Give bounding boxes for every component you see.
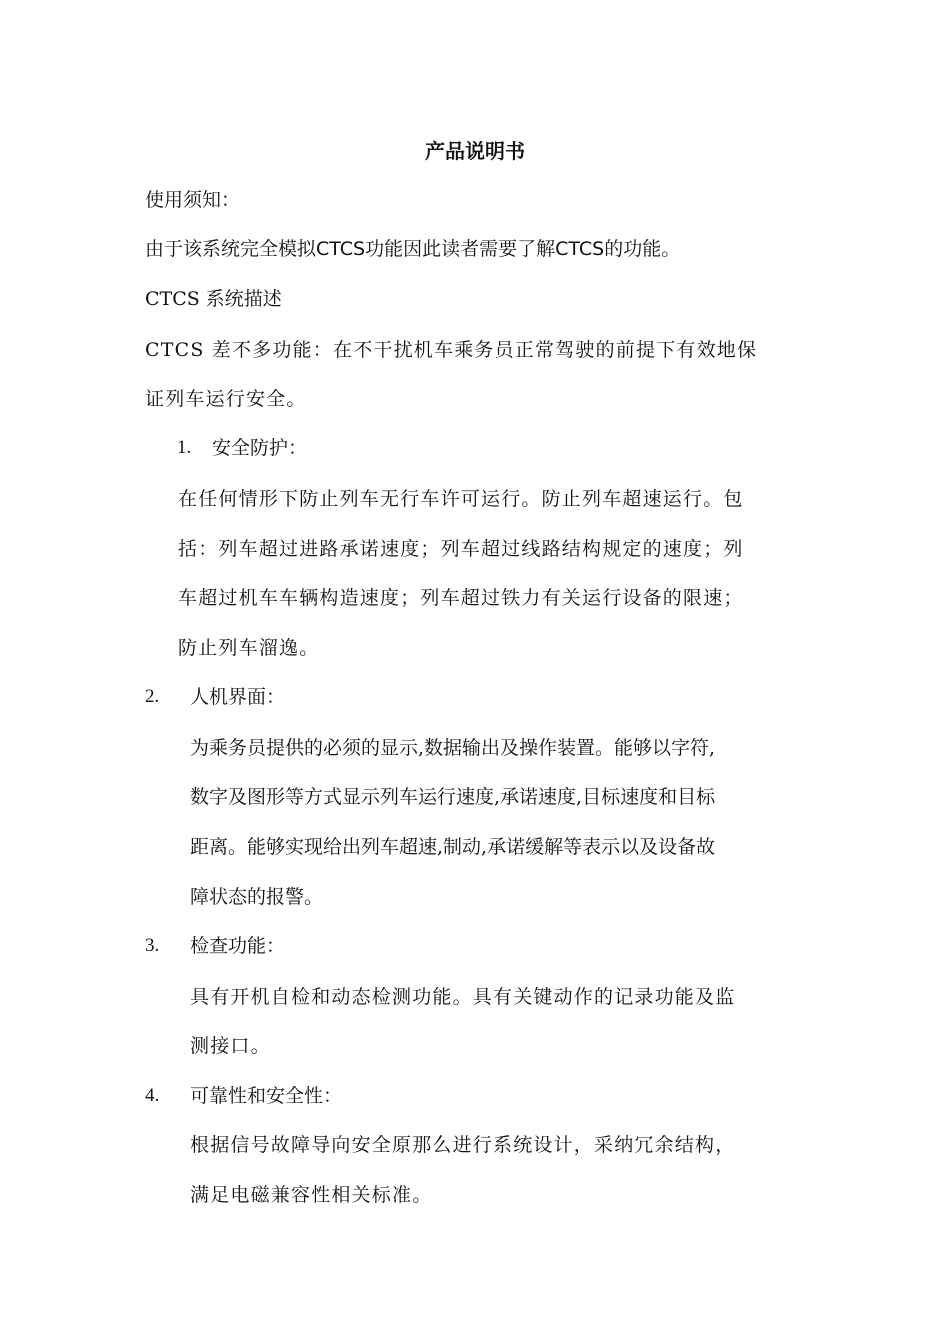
section-number: 2. [145, 686, 160, 707]
section-body-line: 测接口。 [190, 1035, 271, 1057]
section-body-line: 数字及图形等方式显示列车运行速度,承诺速度,目标速度和目标 [190, 786, 716, 808]
section-heading: 人机界面： [190, 686, 286, 708]
section-number: 3. [145, 935, 160, 956]
section-body-line: 障状态的报警。 [190, 886, 324, 908]
section-body-line: 具有开机自检和动态检测功能。具有关键动作的记录功能及监 [190, 986, 736, 1008]
intro-middle: 功能因此读者需要了解 [365, 238, 556, 260]
section-body-line: 防止列车溜逸。 [178, 637, 320, 659]
intro-ctcs-term: CTCS [316, 238, 366, 260]
ctcs-description-line: 证列车运行安全。 [145, 388, 307, 410]
ctcs-description-line: CTCS 差不多功能：在不干扰机车乘务员正常驾驶的前提下有效地保 [145, 339, 758, 361]
section-heading: 安全防护： [212, 437, 308, 459]
section-body-line: 距离。能够实现给出列车超速,制动,承诺缓解等表示以及设备故 [190, 836, 716, 858]
intro-paragraph [145, 235, 680, 263]
ctcs-heading: CTCS 系统描述 [145, 288, 282, 310]
section-number: 4. [145, 1085, 160, 1106]
notice-heading: 使用须知： [145, 189, 241, 211]
section-body-line: 在任何情形下防止列车无行车许可运行。防止列车超速运行。包 [178, 488, 744, 510]
section-body-line: 车超过机车车辆构造速度；列车超过铁力有关运行设备的限速； [178, 587, 744, 609]
section-body-line: 括：列车超过进路承诺速度；列车超过线路结构规定的速度；列 [178, 538, 744, 560]
intro-prefix: 由于该系统完全模拟 [145, 238, 317, 260]
intro-ctcs-term-2: CTCS [555, 238, 605, 260]
section-body-line: 为乘务员提供的必须的显示,数据输出及操作装置。能够以字符, [190, 737, 716, 759]
section-heading: 检查功能： [190, 935, 286, 957]
section-body-line: 根据信号故障导向安全原那么进行系统设计，采纳冗余结构， [190, 1134, 736, 1156]
intro-suffix: 的功能。 [604, 238, 681, 260]
section-heading: 可靠性和安全性： [190, 1085, 343, 1107]
section-number: 1. [177, 437, 192, 458]
section-body-line: 满足电磁兼容性相关标准。 [190, 1184, 433, 1206]
document-title: 产品说明书 [425, 139, 525, 163]
